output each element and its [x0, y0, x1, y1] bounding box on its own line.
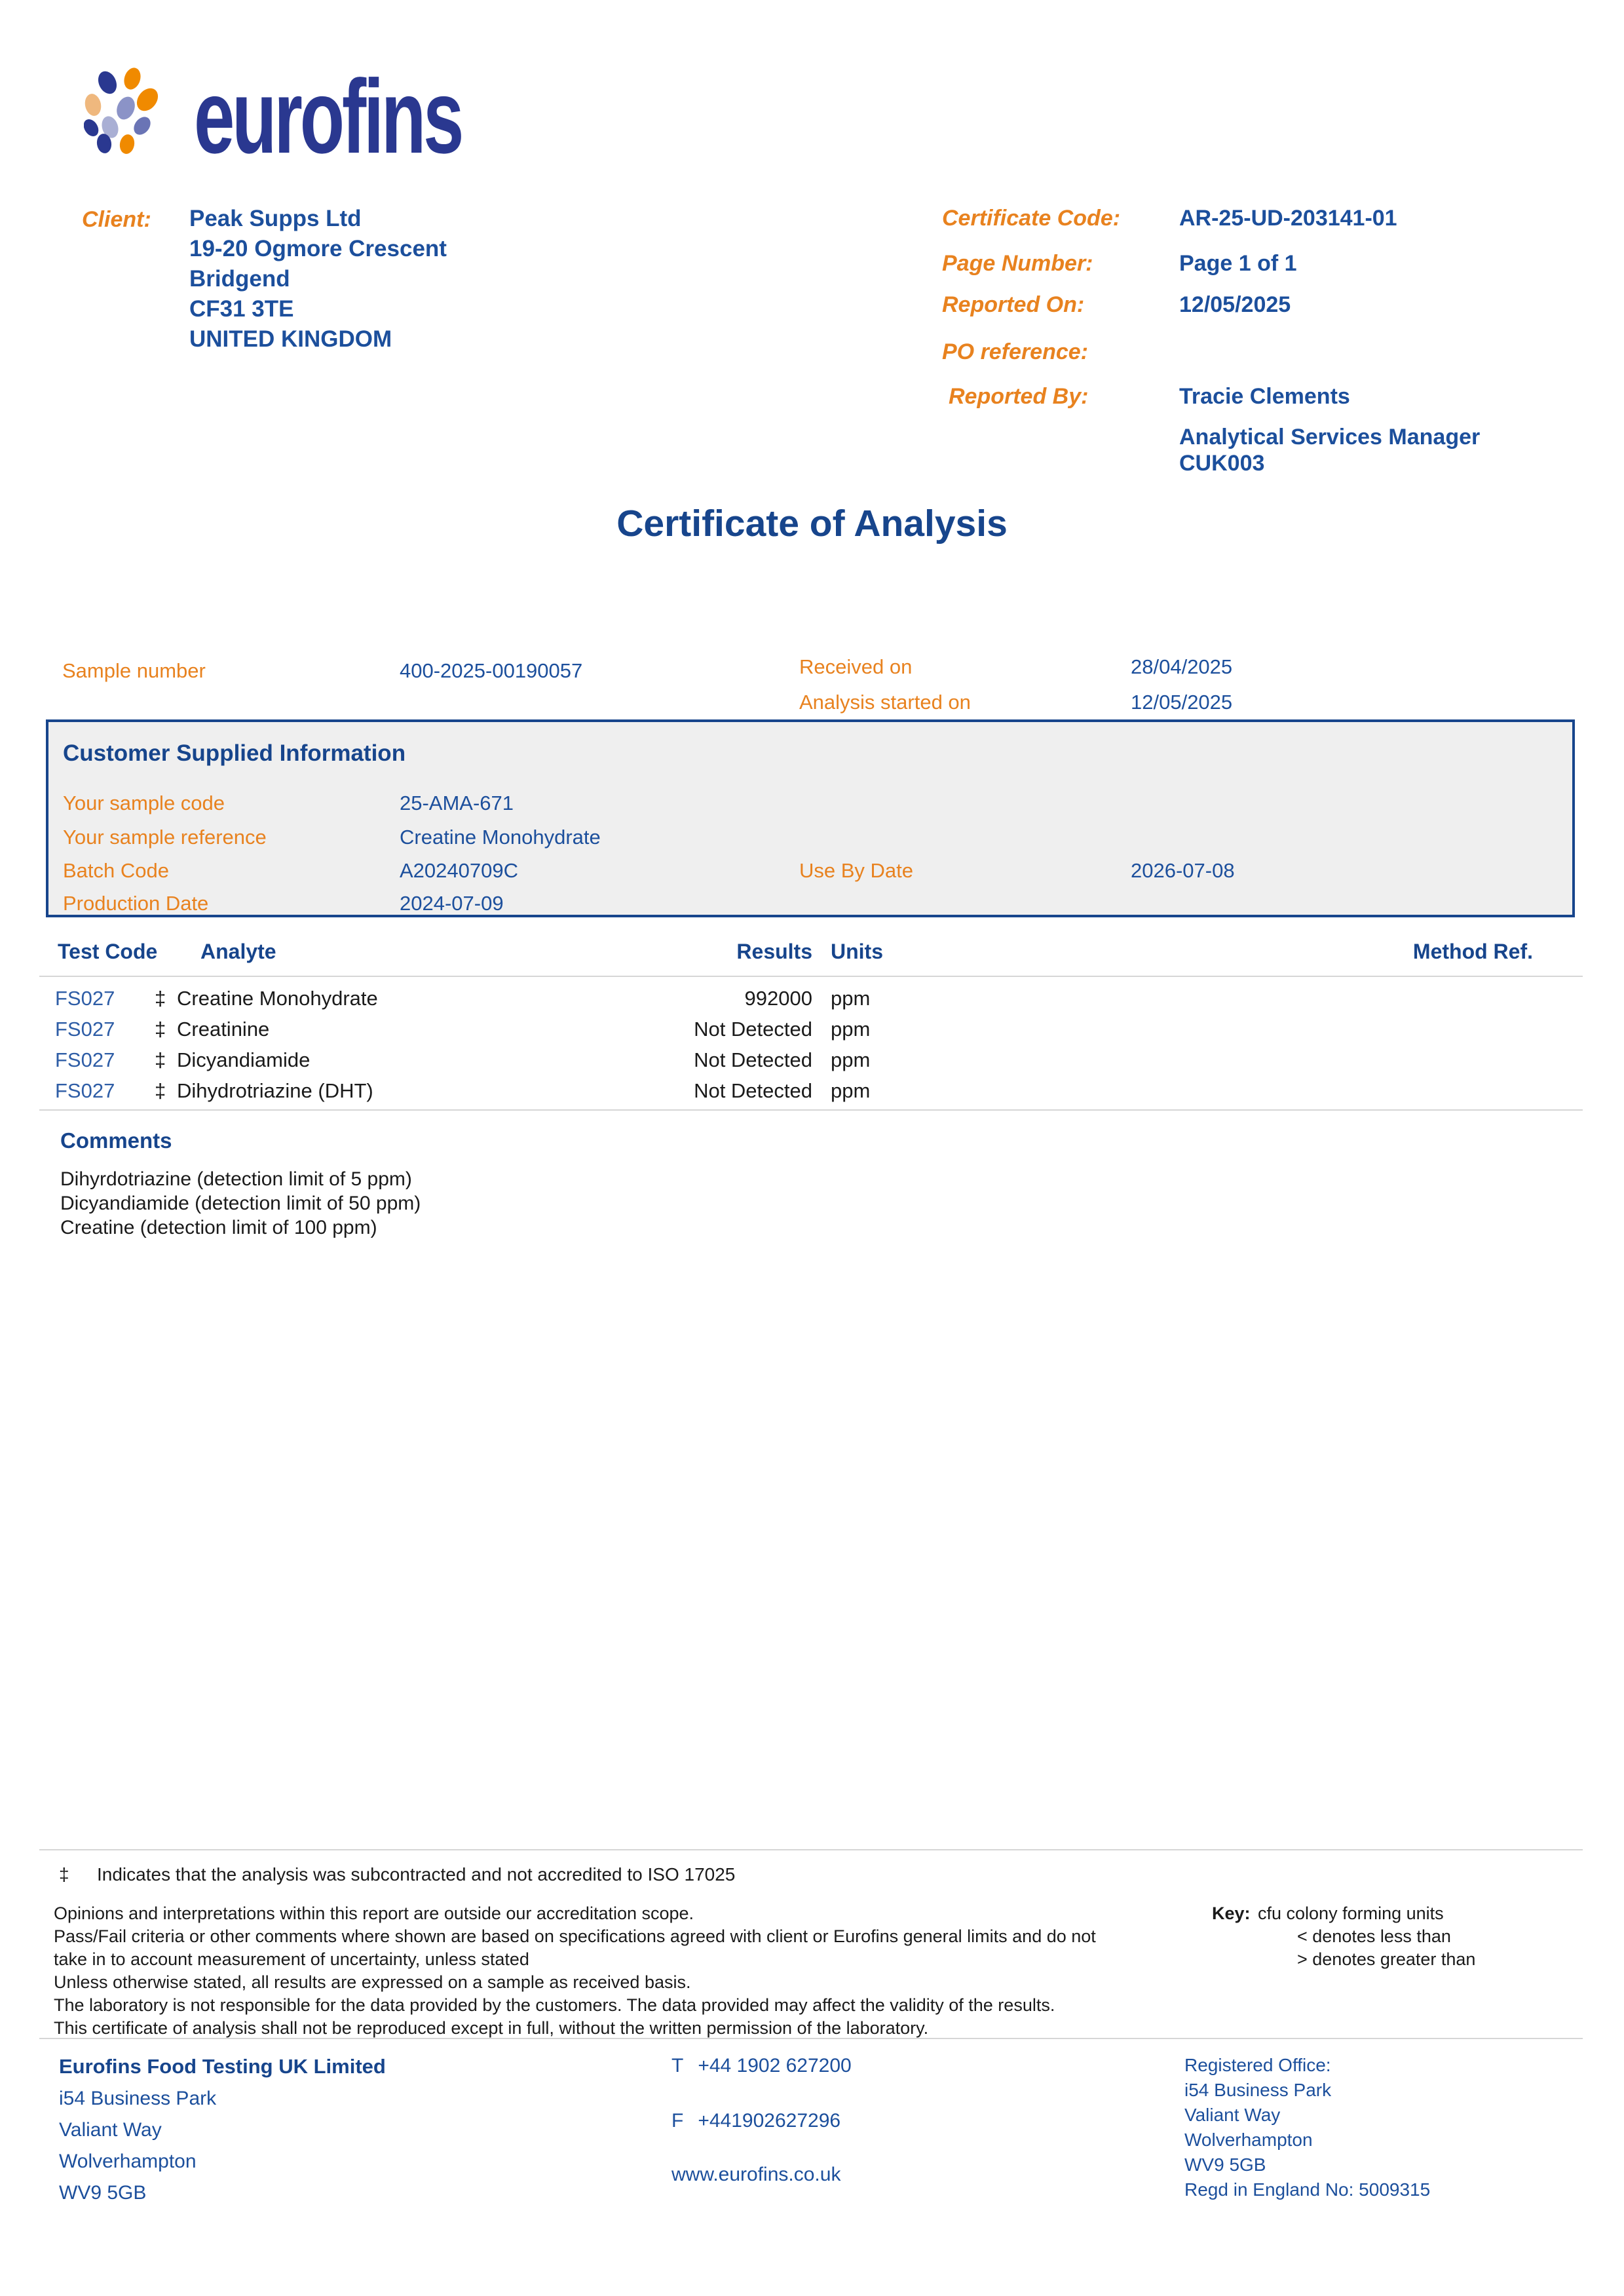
units-cell: ppm [831, 1048, 871, 1071]
row-label: Your sample code [63, 792, 225, 814]
footer-company: Eurofins Food Testing UK Limited [59, 2055, 386, 2078]
received-on-label: Received on [799, 655, 913, 678]
col-header-results: Results [736, 940, 812, 963]
key-label: Key: [1212, 1904, 1251, 1923]
reported-by-name: Tracie Clements [1179, 384, 1350, 409]
certificate-code-value: AR-25-UD-203141-01 [1179, 206, 1397, 231]
footer-registered-line: i54 Business Park [1184, 2080, 1332, 2100]
disclaimer-line: This certificate of analysis shall not be reproduced except in full, without the written permission of the laboratory. [54, 2018, 929, 2038]
col-header-method-ref: Method Ref. [1412, 940, 1533, 963]
disclaimer-line: The laboratory is not responsible for the data provided by the customers. The data provided may affect the validity of the results. [54, 1995, 1055, 2015]
row-label: Batch Code [63, 859, 169, 882]
reported-by-label: Reported By: [949, 384, 1089, 409]
units-cell: ppm [831, 1018, 871, 1041]
subcontract-flag-icon: ‡ [155, 1079, 166, 1102]
footer-address-line: i54 Business Park [59, 2088, 217, 2109]
dagger-note: Indicates that the analysis was subcontracted and not accredited to ISO 17025 [97, 1864, 736, 1885]
key-entry: < denotes less than [1297, 1926, 1451, 1946]
page-number-value: Page 1 of 1 [1179, 251, 1297, 276]
reported-on-label: Reported On: [942, 292, 1085, 317]
comment-line: Creatine (detection limit of 100 ppm) [60, 1217, 377, 1238]
customer-info-heading: Customer Supplied Information [63, 740, 406, 766]
certificate-code-label: Certificate Code: [942, 206, 1121, 231]
client-address-line: UNITED KINGDOM [189, 326, 392, 352]
client-address-line: CF31 3TE [189, 296, 294, 322]
subcontract-flag-icon: ‡ [155, 987, 166, 1010]
result-cell: 992000 [744, 987, 812, 1010]
disclaimer-line: take in to account measurement of uncertainty, unless stated [54, 1949, 529, 1969]
footer-registered-line: WV9 5GB [1184, 2154, 1266, 2175]
footer-address-line: WV9 5GB [59, 2182, 147, 2204]
subcontract-flag-icon: ‡ [59, 1864, 69, 1885]
comments-heading: Comments [60, 1128, 172, 1153]
row-value: A20240709C [400, 859, 518, 882]
client-address-line: Bridgend [189, 266, 290, 292]
footer-registered-line: Wolverhampton [1184, 2130, 1313, 2150]
phone-value: +44 1902 627200 [698, 2055, 852, 2076]
test-code-cell: FS027 [55, 1079, 115, 1102]
units-cell: ppm [831, 987, 871, 1010]
customer-info-box [46, 719, 1575, 917]
phone-label: T [671, 2055, 684, 2076]
table-bottom-divider [39, 1109, 1583, 1111]
analyte-cell: Creatine Monohydrate [177, 987, 378, 1010]
footer-registered-line: Registered Office: [1184, 2055, 1331, 2075]
footer-address-line: Valiant Way [59, 2119, 162, 2141]
row-value: Creatine Monohydrate [400, 826, 601, 849]
client-address-line: 19-20 Ogmore Crescent [189, 236, 447, 261]
row-label: Production Date [63, 892, 209, 915]
subcontract-flag-icon: ‡ [155, 1048, 166, 1071]
row-value: 2026-07-08 [1131, 859, 1235, 882]
analyte-cell: Dihydrotriazine (DHT) [177, 1079, 373, 1102]
table-header-divider [39, 976, 1583, 977]
footnote-divider [39, 1849, 1583, 1850]
received-on-value: 28/04/2025 [1131, 655, 1233, 678]
subcontract-flag-icon: ‡ [155, 1018, 166, 1041]
comment-line: Dihyrdotriazine (detection limit of 5 ppm) [60, 1168, 412, 1190]
result-cell: Not Detected [694, 1079, 812, 1102]
page-number-label: Page Number: [942, 251, 1093, 276]
page-title: Certificate of Analysis [616, 503, 1008, 545]
analysis-started-label: Analysis started on [799, 691, 971, 714]
footer-phone [671, 2055, 852, 2077]
key-entry: > denotes greater than [1297, 1949, 1476, 1969]
col-header-units: Units [831, 940, 883, 963]
disclaimer-line: Opinions and interpretations within this report are outside our accreditation scope. [54, 1904, 694, 1923]
col-header-test-code: Test Code [58, 940, 158, 963]
reported-by-role: Analytical Services Manager [1179, 425, 1481, 450]
col-header-analyte: Analyte [200, 940, 276, 963]
comment-line: Dicyandiamide (detection limit of 50 ppm) [60, 1193, 421, 1214]
reported-on-value: 12/05/2025 [1179, 292, 1291, 317]
footer-fax [671, 2110, 840, 2132]
row-value: 2024-07-09 [400, 892, 504, 915]
disclaimer-line: Unless otherwise stated, all results are expressed on a sample as received basis. [54, 1972, 691, 1992]
key-entry: cfu colony forming units [1258, 1904, 1444, 1923]
eurofins-dots-icon [84, 67, 177, 156]
fax-value: +441902627296 [698, 2110, 841, 2132]
test-code-cell: FS027 [55, 1048, 115, 1071]
sample-number-label: Sample number [62, 659, 206, 682]
result-cell: Not Detected [694, 1018, 812, 1041]
client-label: Client: [82, 207, 151, 232]
footer-website: www.eurofins.co.uk [671, 2164, 841, 2185]
row-label: Your sample reference [63, 826, 267, 849]
po-reference-label: PO reference: [942, 339, 1088, 364]
sample-number-value: 400-2025-00190057 [400, 659, 583, 682]
analyte-cell: Dicyandiamide [177, 1048, 311, 1071]
reported-by-code: CUK003 [1179, 451, 1265, 476]
fax-label: F [671, 2110, 684, 2132]
eurofins-wordmark: eurofins [194, 58, 462, 175]
row-value: 25-AMA-671 [400, 792, 514, 814]
footer-registered-line: Valiant Way [1184, 2105, 1281, 2125]
test-code-cell: FS027 [55, 1018, 115, 1041]
units-cell: ppm [831, 1079, 871, 1102]
disclaimer-line: Pass/Fail criteria or other comments where shown are based on specifications agreed with client or Eurofins general limits and do not [54, 1926, 1096, 1946]
test-code-cell: FS027 [55, 987, 115, 1010]
analysis-started-value: 12/05/2025 [1131, 691, 1233, 714]
footer-registered-line: Regd in England No: 5009315 [1184, 2179, 1431, 2200]
result-cell: Not Detected [694, 1048, 812, 1071]
analyte-cell: Creatinine [177, 1018, 270, 1041]
row-label: Use By Date [799, 859, 914, 882]
footer-divider [39, 2038, 1583, 2039]
footer-address-line: Wolverhampton [59, 2151, 197, 2172]
client-name: Peak Supps Ltd [189, 206, 362, 231]
